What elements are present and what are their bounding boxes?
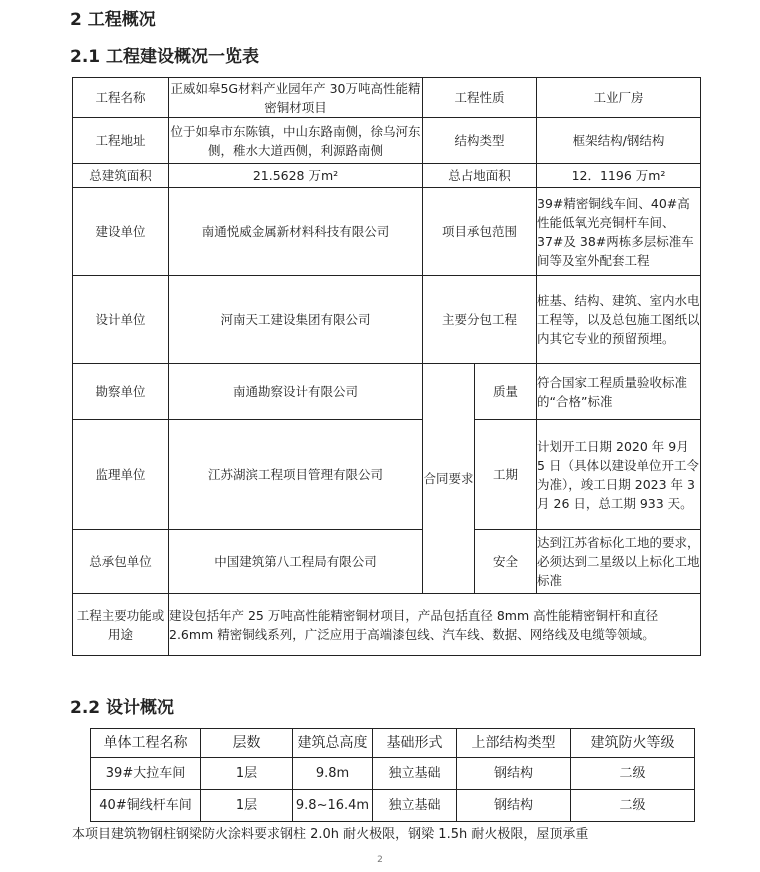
value-total-area: 21.5628 万m² xyxy=(169,164,423,188)
label-scope: 项目承包范围 xyxy=(423,188,537,276)
value-safety: 达到江苏省标化工地的要求，必须达到二星级以上标化工地标准 xyxy=(537,530,701,594)
design-cell: 钢结构 xyxy=(457,790,571,822)
value-supervisor: 江苏湖滨工程项目管理有限公司 xyxy=(169,420,423,530)
value-builder: 南通悦威金属新材料科技有限公司 xyxy=(169,188,423,276)
overview-table xyxy=(72,77,701,656)
design-heading: 2.2 设计概况 xyxy=(70,698,175,718)
design-cell: 二级 xyxy=(571,790,695,822)
label-safety: 安全 xyxy=(475,530,537,594)
value-project-name: 正威如皋5G材料产业园年产 30万吨高性能精密铜材项目 xyxy=(169,78,423,118)
design-cell: 9.8m xyxy=(293,758,373,790)
value-general: 中国建筑第八工程局有限公司 xyxy=(169,530,423,594)
label-quality: 质量 xyxy=(475,364,537,420)
design-header-cell: 建筑防火等级 xyxy=(571,729,695,758)
overview-heading: 2.1 工程建设概况一览表 xyxy=(70,47,260,67)
design-header-cell: 上部结构类型 xyxy=(457,729,571,758)
label-address: 工程地址 xyxy=(73,118,169,164)
design-cell: 二级 xyxy=(571,758,695,790)
design-header-cell: 建筑总高度 xyxy=(293,729,373,758)
value-period: 计划开工日期 2020 年 9月 5 日（具体以建设单位开工令为准），竣工日期 2023 年 3 月 26 日，总工期 933 天。 xyxy=(537,420,701,530)
table-row xyxy=(91,790,695,822)
label-designer: 设计单位 xyxy=(73,276,169,364)
value-subcontract: 桩基、结构、建筑、室内水电工程等，以及总包施工图纸以内其它专业的预留预埋。 xyxy=(537,276,701,364)
design-header-cell: 基础形式 xyxy=(373,729,457,758)
design-cell: 独立基础 xyxy=(373,758,457,790)
label-project-name: 工程名称 xyxy=(73,78,169,118)
value-structure: 框架结构/钢结构 xyxy=(537,118,701,164)
label-nature: 工程性质 xyxy=(423,78,537,118)
section-heading: 2 工程概况 xyxy=(70,10,156,30)
label-structure: 结构类型 xyxy=(423,118,537,164)
body-paragraph: 本项目建筑物钢柱钢梁防火涂料要求钢柱 2.0h 耐火极限，钢梁 1.5h 耐火极限，屋顶承重 xyxy=(72,827,589,842)
page-number: 2 xyxy=(377,855,383,865)
label-total-area: 总建筑面积 xyxy=(73,164,169,188)
design-cell: 9.8~16.4m xyxy=(293,790,373,822)
value-function: 建设包括年产 25 万吨高性能精密铜材项目，产品包括直径 8mm 高性能精密铜杆和直径 2.6mm 精密铜线系列，广泛应用于高端漆包线、汽车线、数据、网络线及电缆等领域。 xyxy=(169,594,701,656)
design-cell: 39#大拉车间 xyxy=(91,758,201,790)
value-survey: 南通勘察设计有限公司 xyxy=(169,364,423,420)
design-cell: 独立基础 xyxy=(373,790,457,822)
table-row xyxy=(91,758,695,790)
label-contract: 合同要求 xyxy=(423,364,475,594)
label-builder: 建设单位 xyxy=(73,188,169,276)
design-cell: 1层 xyxy=(201,758,293,790)
design-cell: 钢结构 xyxy=(457,758,571,790)
label-general: 总承包单位 xyxy=(73,530,169,594)
value-address: 位于如皋市东陈镇，中山东路南侧，徐乌河东侧，稚水大道西侧，利源路南侧 xyxy=(169,118,423,164)
label-land-area: 总占地面积 xyxy=(423,164,537,188)
label-survey: 勘察单位 xyxy=(73,364,169,420)
design-header-cell: 单体工程名称 xyxy=(91,729,201,758)
value-land-area: 12．1196 万m² xyxy=(537,164,701,188)
value-scope: 39#精密铜线车间、40#高性能低氧光亮铜杆车间、37#及 38#两栋多层标准车间等及室外配套工程 xyxy=(537,188,701,276)
value-quality: 符合国家工程质量验收标准的“合格”标准 xyxy=(537,364,701,420)
design-cell: 40#铜线杆车间 xyxy=(91,790,201,822)
label-period: 工期 xyxy=(475,420,537,530)
design-header-cell: 层数 xyxy=(201,729,293,758)
label-function: 工程主要功能或用途 xyxy=(73,594,169,656)
value-designer: 河南天工建设集团有限公司 xyxy=(169,276,423,364)
label-subcontract: 主要分包工程 xyxy=(423,276,537,364)
design-cell: 1层 xyxy=(201,790,293,822)
value-nature: 工业厂房 xyxy=(537,78,701,118)
design-table xyxy=(90,728,695,822)
label-supervisor: 监理单位 xyxy=(73,420,169,530)
